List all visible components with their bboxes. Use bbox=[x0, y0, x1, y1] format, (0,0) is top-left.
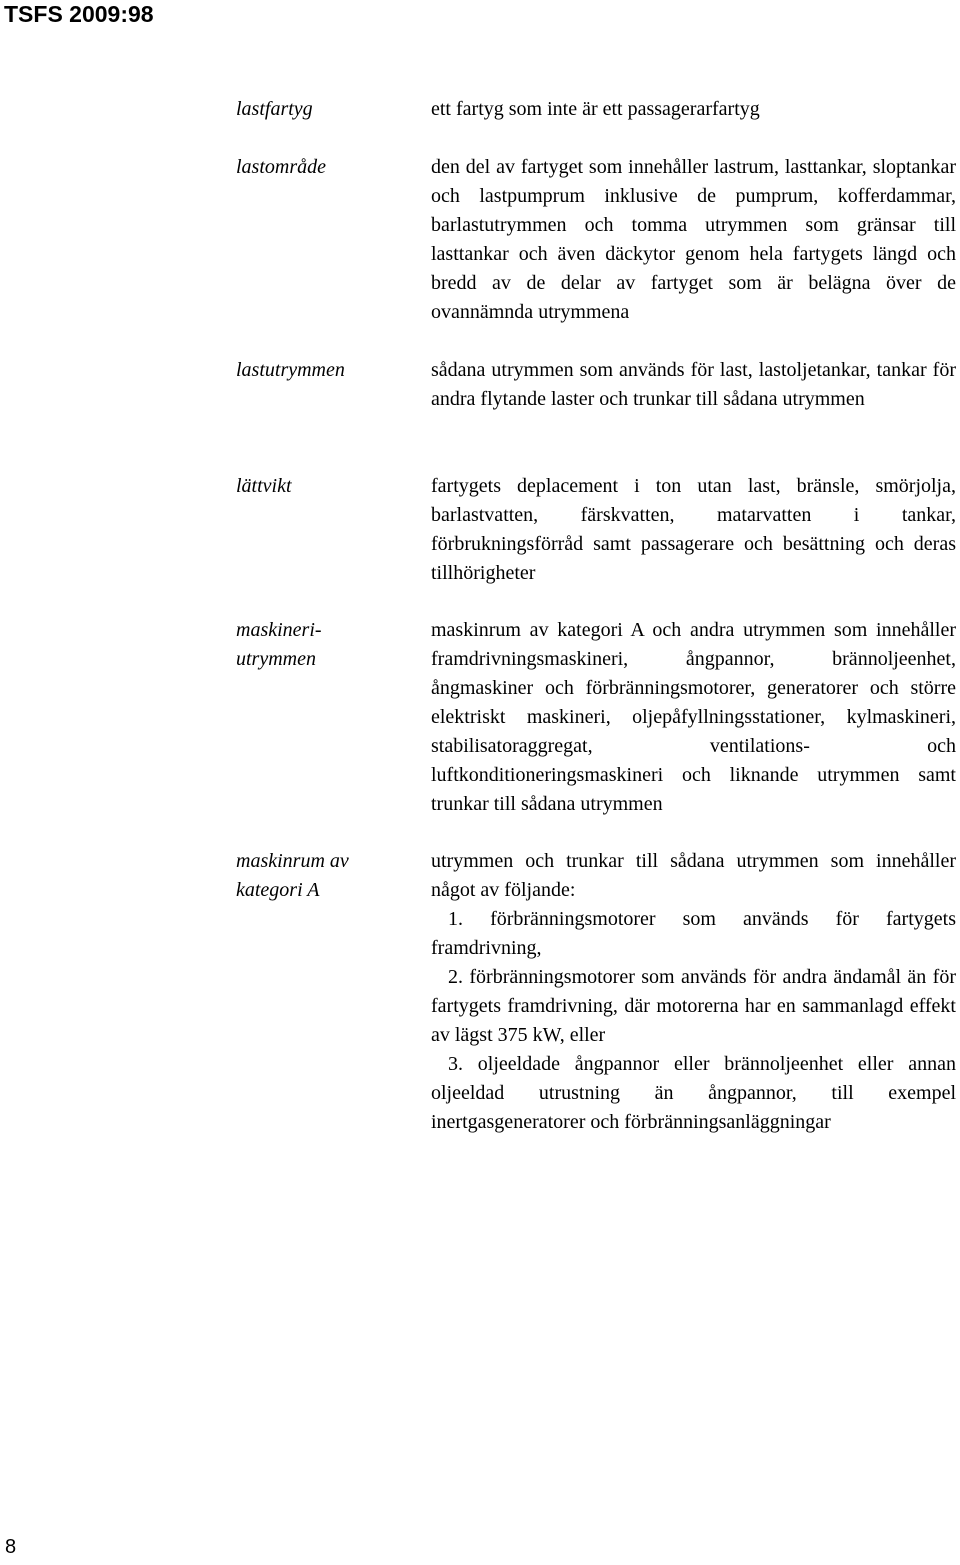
definition-list-item-2: 2. förbränningsmotorer som används för andra ändamål än för fartygets framdrivning, där motorerna har en sammanlagd effekt av lägst 375 kW, eller bbox=[431, 966, 956, 1046]
term-lastutrymmen: lastutrymmen bbox=[236, 359, 345, 381]
definition-paragraph: sådana utrymmen som används för last, lastoljetankar, tankar för andra flytande laster och trunkar till sådana utrymmen bbox=[431, 359, 956, 410]
document-header: TSFS 2009:98 bbox=[4, 1, 154, 27]
definition-paragraph: den del av fartyget som innehåller lastrum, lasttankar, sloptankar och lastpumprum inklusive de pumprum, kofferdammar, barlastutrymmen och tomma utrymmen som gränsar till lasttankar och även däckytor genom hela fartygets längd och bredd av de delar av fartyget som är belägna över de ovannämnda utrymmena bbox=[431, 156, 956, 323]
term-lastfartyg: lastfartyg bbox=[236, 98, 313, 120]
page-number: 8 bbox=[5, 1536, 17, 1558]
definition-text-lastfartyg bbox=[431, 95, 956, 124]
definition-text-lastutrymmen bbox=[431, 356, 956, 414]
definition-text-maskineriutrymmen bbox=[431, 616, 956, 819]
definition-paragraph: maskinrum av kategori A och andra utrymmen som innehåller framdrivningsmaskineri, ångpannor, brännoljeenhet, ångmaskiner och förbränningsmotorer, generatorer och större elektriskt maskineri, oljepåfyllningsstationer, kylmaskineri, stabilisatoraggregat, ventilations- och luftkonditioneringsmaskineri och liknande utrymmen samt trunkar till sådana utrymmen bbox=[431, 619, 956, 815]
term-maskineriutrymmen: maskineri- utrymmen bbox=[236, 619, 322, 670]
definition-paragraph: fartygets deplacement i ton utan last, bränsle, smörjolja, barlastvatten, färskvatten, matarvatten i tankar, förbrukningsförråd samt passagerare och besättning och deras tillhörigheter bbox=[431, 475, 956, 584]
definition-text-lastomrade bbox=[431, 153, 956, 327]
term-lattvikt: lättvikt bbox=[236, 475, 292, 497]
definition-paragraph: ett fartyg som inte är ett passagerarfartyg bbox=[431, 98, 760, 120]
definition-list-item-3: 3. oljeeldade ångpannor eller brännoljeenhet eller annan oljeeldad utrustning än ångpannor, till exempel inertgasgeneratorer och förbränningsanläggningar bbox=[431, 1053, 956, 1133]
term-maskinrum-kategori-a: maskinrum av kategori A bbox=[236, 850, 349, 901]
definition-text-lattvikt bbox=[431, 472, 956, 588]
definition-intro: utrymmen och trunkar till sådana utrymmen som innehåller något av följande: bbox=[431, 850, 956, 901]
definition-text-maskinrum-kategori-a bbox=[431, 847, 956, 1137]
definition-list-item-1: 1. förbränningsmotorer som används för fartygets framdrivning, bbox=[431, 908, 956, 959]
term-lastomrade: lastområde bbox=[236, 156, 326, 178]
